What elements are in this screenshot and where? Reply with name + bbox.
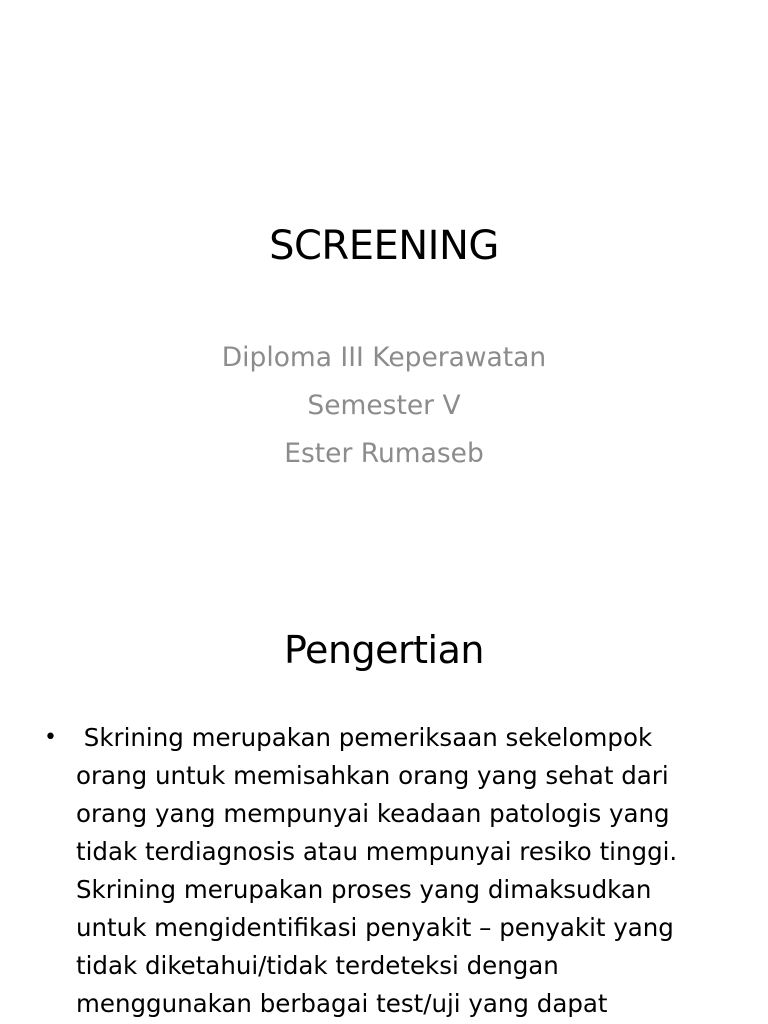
text-line: Skrining merupakan proses yang dimaksudkan [76, 875, 652, 904]
subtitle-line-program: Diploma III Keperawatan [221, 342, 547, 373]
slide-title: SCREENING [269, 223, 499, 269]
text-line: tidak terdiagnosis atau mempunyai resiko tinggi. [76, 837, 678, 866]
bullet-item-text [76, 719, 744, 1023]
text-line: Skrining merupakan pemeriksaan sekelompok [76, 723, 653, 752]
slide-subtitle [0, 334, 768, 478]
slide-heading: Pengertian [284, 628, 484, 672]
subtitle-line-author: Ester Rumaseb [284, 438, 484, 469]
text-line: menggunakan berbagai test/uji yang dapat [76, 989, 608, 1018]
subtitle-line-semester: Semester V [307, 390, 461, 421]
bullet-marker: • [44, 725, 57, 750]
content-slide [0, 560, 768, 1024]
text-line: orang untuk memisahkan orang yang sehat dari [76, 761, 669, 790]
text-line: untuk mengidentifikasi penyakit – penyakit yang [76, 913, 674, 942]
text-line: orang yang mempunyai keadaan patologis yang [76, 799, 670, 828]
bullet-list [44, 719, 744, 1023]
text-line: tidak diketahui/tidak terdeteksi dengan [76, 951, 559, 980]
